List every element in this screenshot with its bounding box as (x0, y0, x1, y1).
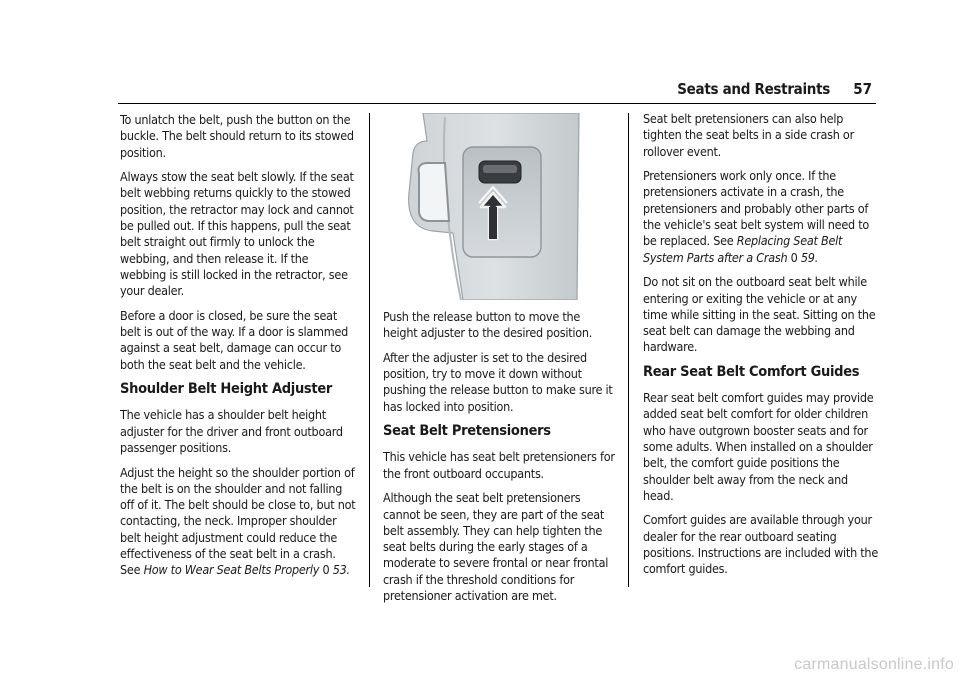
page-ref-icon: 0 (790, 249, 798, 265)
paragraph: The vehicle has a shoulder belt height adjuster for the driver and front outboard passenger positions. (120, 407, 343, 455)
paragraph (120, 465, 356, 579)
page-number: 57 (853, 80, 872, 98)
paragraph: Do not sit on the outboard seat belt while entering or exiting the vehicle or at any time while sitting in the seat. Sitting on the seat belt can damage the webbing and hardware. (643, 274, 876, 355)
column-divider (369, 113, 370, 587)
header-rule (118, 103, 876, 104)
paragraph: After the adjuster is set to the desired position, try to move it down without pushing the release button to make sure it has locked into position. (383, 349, 613, 414)
heading-rear-seat-belt-comfort-guides: Rear Seat Belt Comfort Guides (643, 364, 860, 381)
paragraph: Push the release button to move the height adjuster to the desired position. (383, 309, 593, 341)
cross-reference-link[interactable]: Replacing Seat Belt System Parts after a Crash (643, 233, 843, 265)
height-adjuster-drawing (383, 113, 611, 300)
paragraph: Seat belt pretensioners can also help tighten the seat belts in a side crash or rollover event. (643, 111, 854, 159)
height-adjuster-illustration (383, 113, 611, 300)
paragraph: Always stow the seat belt slowly. If the seat belt webbing returns quickly to the stowed position, the retractor may lock and cannot be pulled out. If this happens, pull the seat belt straight out firmly to unlock the webbing, and then release it. If the webbing is still locked in the retractor, see your dealer. (120, 169, 354, 299)
paragraph: To unlatch the belt, push the button on the buckle. The belt should return to its stowed position. (120, 112, 354, 160)
paragraph: Although the seat belt pretensioners cannot be seen, they are part of the seat belt assembly. They can help tighten the seat belts during the early stages of a moderate to severe frontal or near frontal crash if the threshold conditions for pretensioner activation are met. (383, 490, 609, 604)
heading-seat-belt-pretensioners: Seat Belt Pretensioners (383, 423, 551, 440)
paragraph: This vehicle has seat belt pretensioners for the front outboard occupants. (383, 449, 615, 481)
page-ref-number[interactable]: 53. (332, 562, 350, 578)
watermark: carmanualsonline.info (794, 656, 954, 673)
paragraph-text: Pretensioners work only once. If the pretensioners activate in a crash, the pretensioners and probably other parts of the vehicle's seat belt system will need to be replaced. See (643, 168, 870, 249)
paragraph (643, 168, 878, 266)
page-ref-icon: 0 (322, 562, 330, 578)
heading-shoulder-belt-height-adjuster: Shoulder Belt Height Adjuster (120, 381, 333, 398)
page-header (0, 80, 960, 108)
column-left (120, 112, 356, 587)
paragraph: Rear seat belt comfort guides may provide added seat belt comfort for older children who have outgrown booster seats and for some adults. When installed on a shoulder belt, the comfort guide positions the shoulder belt away from the neck and head. (643, 390, 874, 503)
paragraph: Comfort guides are available through your dealer for the rear outboard seating positions. Instructions are included with the comfort guides. (643, 512, 878, 577)
column-divider (628, 113, 629, 587)
column-middle (383, 309, 615, 613)
section-title: Seats and Restraints (677, 80, 830, 98)
column-right (643, 111, 878, 586)
cross-reference-link[interactable]: How to Wear Seat Belts Properly (143, 562, 320, 578)
paragraph: Before a door is closed, be sure the seat belt is out of the way. If a door is slammed against a seat belt, damage can occur to both the seat belt and the vehicle. (120, 307, 349, 372)
paragraph-text: Adjust the height so the shoulder portion of the belt is on the shoulder and not falling off of it. The belt should be close to, but not contacting, the neck. Improper shoulder belt height adjustment could reduce the effectiveness of the seat belt in a crash. See (120, 464, 356, 578)
page-ref-number[interactable]: 59. (800, 249, 819, 265)
